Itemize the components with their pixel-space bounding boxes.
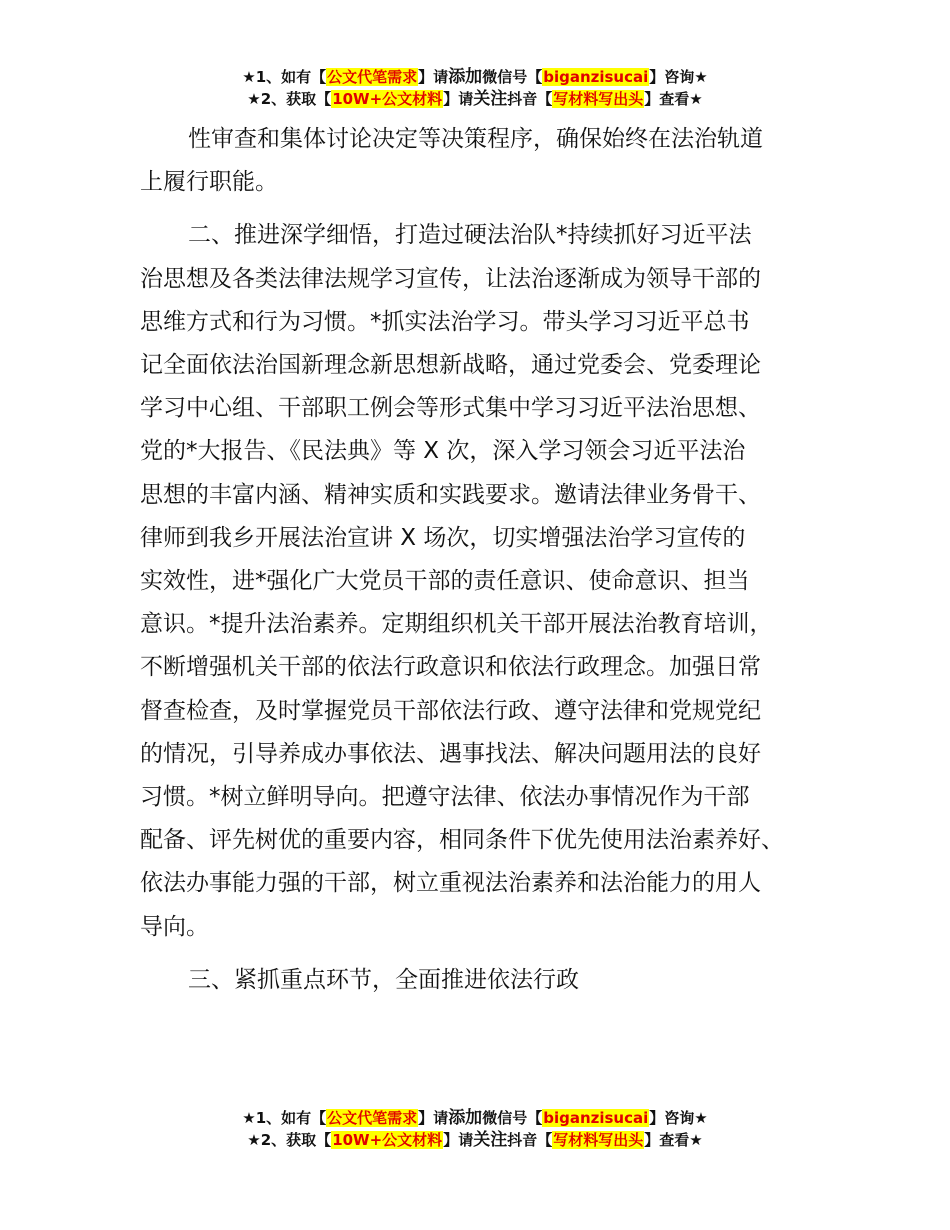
banner-text: 】请 xyxy=(418,68,449,86)
body-line: 二、推进深学细悟，打造过硬法治队*持续抓好习近平法 xyxy=(188,222,752,249)
banner-text: ★2、获取【 xyxy=(247,1131,332,1149)
banner-text: 微信号【 xyxy=(482,68,543,86)
banner-highlight: 10W+公文材料 xyxy=(332,90,443,108)
document-body xyxy=(140,118,830,1002)
banner-text: 】咨询★ xyxy=(649,1109,708,1127)
banner-text: 】查看★ xyxy=(644,90,703,108)
body-line: 的情况，引导养成办事依法、遇事找法、解决问题用法的良好 xyxy=(140,740,761,767)
body-line: 配备、评先树优的重要内容，相同条件下优先使用法治素养好、 xyxy=(140,827,784,854)
banner-text: ★1、如有【 xyxy=(242,1109,327,1127)
banner-text: ★1、如有【 xyxy=(242,68,327,86)
banner-text: 】请 xyxy=(443,90,474,108)
body-line: 学习中心组、干部职工例会等形式集中学习习近平法治思想、 xyxy=(140,395,761,422)
paragraph-gap xyxy=(140,204,830,214)
banner-text: 抖音【 xyxy=(507,90,553,108)
banner-text: 微信号【 xyxy=(482,1109,543,1127)
banner-highlight: 公文代笔需求 xyxy=(327,1109,418,1127)
banner-highlight: biganzisucai xyxy=(543,1109,649,1127)
banner-emphasis: 添加 xyxy=(448,1108,483,1128)
banner-line-2 xyxy=(0,88,950,110)
banner-highlight: 写材料写出头 xyxy=(553,90,644,108)
body-line: 不断增强机关干部的依法行政意识和依法行政理念。加强日常 xyxy=(140,654,761,681)
body-line: 思维方式和行为习惯。*抓实法治学习。带头学习习近平总书 xyxy=(140,308,750,335)
body-line: 性审查和集体讨论决定等决策程序，确保始终在法治轨道 xyxy=(188,126,763,152)
banner-text: ★2、获取【 xyxy=(247,90,332,108)
banner-highlight: 10W+公文材料 xyxy=(332,1131,443,1149)
paragraph-3 xyxy=(140,959,830,1002)
paragraph-gap xyxy=(140,949,830,959)
body-line: 记全面依法治国新理念新思想新战略，通过党委会、党委理论 xyxy=(140,352,761,379)
banner-emphasis: 添加 xyxy=(448,67,483,87)
body-line: 依法办事能力强的干部，树立重视法治素养和法治能力的用人 xyxy=(140,870,761,897)
banner-text: 】请 xyxy=(418,1109,449,1127)
footer-banner xyxy=(0,1107,950,1151)
body-line: 实效性，进*强化广大党员干部的责任意识、使命意识、担当 xyxy=(140,568,750,595)
body-line: 督查检查，及时掌握党员干部依法行政、遵守法律和党规党纪 xyxy=(140,697,761,724)
body-line: 习惯。*树立鲜明导向。把遵守法律、依法办事情况作为干部 xyxy=(140,784,750,811)
banner-line-1 xyxy=(0,66,950,88)
paragraph-1 xyxy=(140,118,830,204)
body-line: 律师到我乡开展法治宣讲 X 场次，切实增强法治学习宣传的 xyxy=(140,524,746,551)
banner-text: 抖音【 xyxy=(507,1131,553,1149)
banner-highlight: biganzisucai xyxy=(543,68,649,86)
banner-line-1 xyxy=(0,1107,950,1129)
paragraph-2 xyxy=(140,214,830,948)
body-line: 治思想及各类法律法规学习宣传，让法治逐渐成为领导干部的 xyxy=(140,265,761,292)
banner-text: 】请 xyxy=(443,1131,474,1149)
banner-text: 】查看★ xyxy=(644,1131,703,1149)
banner-highlight: 公文代笔需求 xyxy=(327,68,418,86)
banner-line-2 xyxy=(0,1129,950,1151)
body-line: 党的*大报告、《民法典》等 X 次，深入学习领会习近平法治 xyxy=(140,438,746,465)
body-line: 上履行职能。 xyxy=(140,169,278,196)
banner-text: 】咨询★ xyxy=(649,68,708,86)
banner-emphasis: 关注 xyxy=(473,1130,508,1150)
body-line: 思想的丰富内涵、精神实质和实践要求。邀请法律业务骨干、 xyxy=(140,481,761,508)
banner-highlight: 写材料写出头 xyxy=(553,1131,644,1149)
header-banner xyxy=(0,66,950,110)
body-line: 意识。*提升法治素养。定期组织机关干部开展法治教育培训， xyxy=(140,611,773,638)
body-line: 导向。 xyxy=(140,913,209,940)
section-heading: 三、紧抓重点环节，全面推进依法行政 xyxy=(188,966,579,993)
banner-emphasis: 关注 xyxy=(473,89,508,109)
